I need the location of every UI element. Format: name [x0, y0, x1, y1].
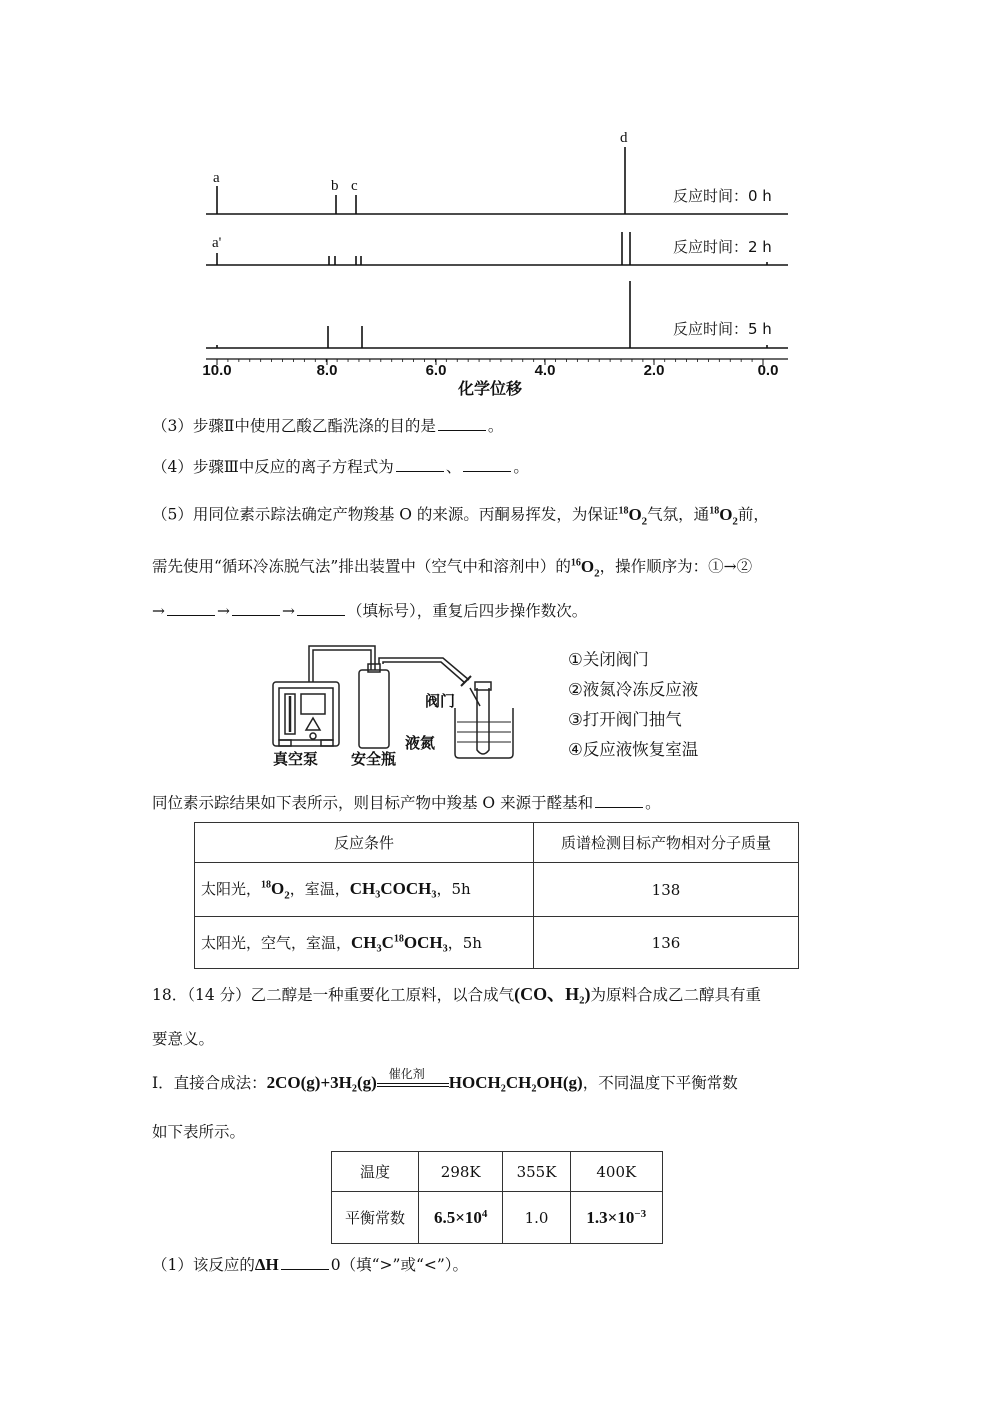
- k-298: $6.5\times 10^4$: [419, 1192, 503, 1244]
- ln2-label: 液氮: [405, 734, 436, 752]
- apparatus-diagram: [265, 640, 525, 770]
- k-355: 1.0: [503, 1192, 570, 1244]
- step-4: ④反应液恢复室温: [568, 740, 699, 759]
- row1-mass: 138: [534, 863, 799, 917]
- pump-label: 真空泵: [273, 750, 319, 768]
- peak-label-b: b: [331, 178, 339, 194]
- answer-blank[interactable]: [438, 416, 486, 431]
- tick-label-10: 10.0: [202, 362, 232, 379]
- k-header: 平衡常数: [332, 1192, 419, 1244]
- bottle-label: 安全瓶: [351, 750, 397, 768]
- trace-2-label: 反应时间：2 h: [673, 238, 772, 256]
- question-18-line-1: 18．（14 分）乙二醇是一种重要化工原料，以合成气(CO、H₂)为原料合成乙二醇具有重: [152, 984, 762, 1004]
- question-18-line-2: 要意义。: [152, 1030, 215, 1048]
- trace-3-label: 反应时间：5 h: [673, 320, 772, 338]
- row2-condition: 太阳光，空气，室温，$CH_3C^{18}OCH_3$，5h: [195, 917, 534, 969]
- equilibrium-table: [331, 1151, 663, 1244]
- peak-label-d: d: [620, 130, 628, 146]
- question-18-1: （1）该反应的ΔH 0（填“>”或“<”）。: [152, 1255, 469, 1274]
- isotope-table: [194, 822, 799, 969]
- temp-298: 298K: [419, 1152, 503, 1192]
- step-1: ①关闭阀门: [568, 650, 649, 669]
- question-3: （3）步骤Ⅱ中使用乙酸乙酯洗涤的目的是 。: [152, 417, 504, 435]
- answer-blank[interactable]: [167, 601, 215, 616]
- peak-label-c: c: [351, 178, 358, 194]
- question-4: （4）步骤Ⅲ中反应的离子方程式为 、 。: [152, 458, 529, 476]
- question-18-line-3: Ⅰ．直接合成法：2CO(g)+3H₂(g) 催化剂 HOCH₂CH₂OH(g)，不同温度下平衡常数: [152, 1067, 738, 1092]
- answer-blank[interactable]: [463, 457, 511, 472]
- temp-header: 温度: [332, 1152, 419, 1192]
- answer-blank[interactable]: [297, 601, 345, 616]
- liquid-nitrogen-beaker: [455, 708, 513, 758]
- question-5-line-3: → → → （填标号），重复后四步操作数次。: [152, 602, 588, 620]
- temp-355: 355K: [503, 1152, 570, 1192]
- tick-label-2: 2.0: [643, 362, 665, 379]
- row1-condition: 太阳光，$^{18}O_2$，室温，CH₃COCH₃，5h: [195, 863, 534, 917]
- x-axis-label: 化学位移: [457, 379, 523, 398]
- header-mass: 质谱检测目标产物相对分子质量: [534, 823, 799, 863]
- temp-400: 400K: [570, 1152, 662, 1192]
- o18-formula: $^{18}O_2$: [618, 504, 648, 528]
- header-condition: 反应条件: [195, 823, 534, 863]
- answer-blank[interactable]: [281, 1255, 329, 1270]
- o16-formula: $^{16}O_2$: [570, 556, 600, 580]
- answer-blank[interactable]: [232, 601, 280, 616]
- row2-mass: 136: [534, 917, 799, 969]
- answer-blank[interactable]: [396, 457, 444, 472]
- peak-label-a2: a': [212, 235, 222, 251]
- tick-label-8: 8.0: [316, 362, 338, 379]
- tick-label-0: 0.0: [757, 362, 779, 379]
- question-5-line-2: 需先使用“循环冷冻脱气法”排出装置中（空气中和溶剂中）的$^{16}O_2$，操作顺序为：①→②: [152, 556, 753, 580]
- question-5-line-1: （5）用同位素示踪法确定产物羧基 O 的来源。丙酮易挥发，为保证$^{18}O_2$气氛，通$^{18}O_2$前，: [152, 504, 769, 528]
- catalyst-arrow: 催化剂: [377, 1077, 449, 1091]
- valve-label: 阀门: [425, 692, 456, 710]
- operation-steps: [568, 645, 698, 765]
- o18-formula: $^{18}O_2$: [709, 504, 738, 528]
- step-3: ③打开阀门抽气: [568, 710, 682, 729]
- step-2: ②液氮冷冻反应液: [568, 680, 699, 699]
- trace-1-label: 反应时间：0 h: [673, 187, 772, 205]
- result-line: 同位素示踪结果如下表所示，则目标产物中羧基 O 来源于醛基和 。: [152, 794, 661, 812]
- nmr-spectra-figure: [190, 125, 800, 405]
- k-400: $1.3\times 10^{-3}$: [570, 1192, 662, 1244]
- question-18-line-4: 如下表所示。: [152, 1123, 246, 1141]
- tick-label-4: 4.0: [534, 362, 556, 379]
- safety-bottle: [359, 670, 389, 748]
- peak-label-a: a: [213, 170, 220, 186]
- answer-blank[interactable]: [595, 793, 643, 808]
- tick-label-6: 6.0: [425, 362, 447, 379]
